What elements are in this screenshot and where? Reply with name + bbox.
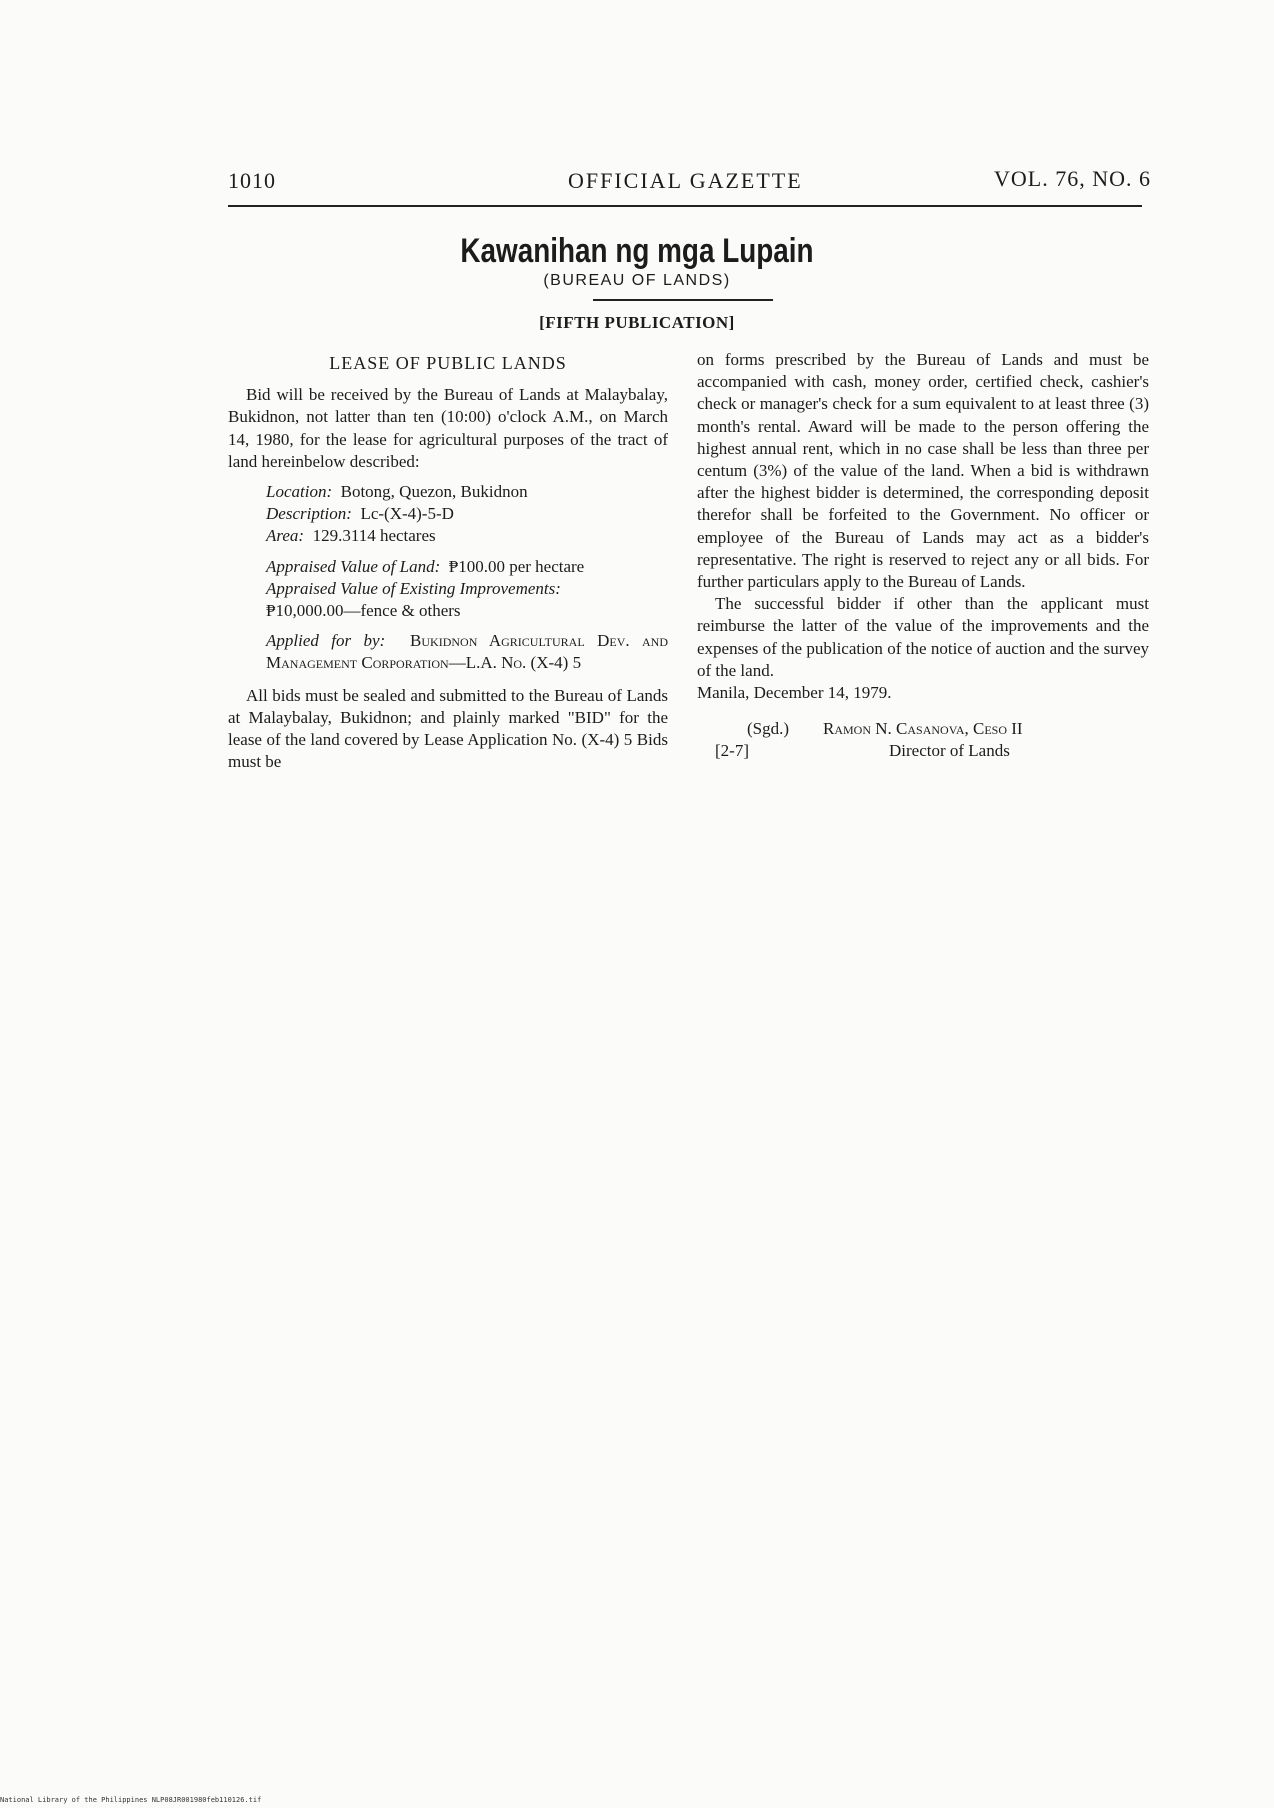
appraised-land-value: ₱100.00 per hectare bbox=[448, 556, 585, 576]
left-column bbox=[228, 352, 668, 773]
appraised-improvements-value: ₱10,000.00—fence & others bbox=[266, 601, 461, 621]
reimburse-paragraph: The successful bidder if other than the applicant must reimburse the latter of the value of the improvements and the expenses of the publication of the notice of auction and the survey of the land. bbox=[697, 594, 1149, 680]
section-rule bbox=[593, 299, 773, 301]
right-column bbox=[697, 349, 1149, 762]
scan-footer: National Library of the Philippines NLP08JR001980feb110126.tif bbox=[0, 1796, 262, 1804]
bids-paragraph: All bids must be sealed and submitted to the Bureau of Lands at Malaybalay, Bukidnon; and plainly marked "BID" for the lease of the land covered by Lease Application No. (X-4) 5 Bids must be bbox=[228, 685, 668, 772]
description-label: Description: bbox=[266, 504, 352, 524]
appraised-improvements-label: Appraised Value of Existing Improvements: bbox=[266, 578, 561, 598]
place-date: Manila, December 14, 1979. bbox=[697, 683, 892, 703]
applied-for-label: Applied for by: bbox=[266, 631, 386, 651]
intro-paragraph: Bid will be received by the Bureau of Lands at Malaybalay, Bukidnon, not latter than ten (10:00) o'clock A.M., on March 14, 1980, for the lease for agricultural purposes of the tract of land hereinbelow described: bbox=[228, 385, 668, 471]
location-value: Botong, Quezon, Bukidnon bbox=[340, 482, 528, 502]
agency-subtitle: (BUREAU OF LANDS) bbox=[543, 272, 731, 289]
signature-block bbox=[697, 718, 1149, 762]
description-value: Lc-(X-4)-5-D bbox=[360, 504, 454, 524]
applicant-spec bbox=[266, 630, 668, 674]
appraised-land-label: Appraised Value of Land: bbox=[266, 556, 441, 576]
signed-mark: (Sgd.) bbox=[747, 719, 790, 739]
volume-number: VOL. 76, NO. 6 bbox=[994, 166, 1151, 191]
notice-title: LEASE OF PUBLIC LANDS bbox=[329, 353, 567, 373]
page-number: 1010 bbox=[228, 168, 276, 193]
area-label: Area: bbox=[266, 526, 305, 546]
applicant-name: Bukidnon Agricultural Dev. and Management Corporation—L.A. No. (X-4) 5 bbox=[266, 631, 669, 673]
land-specs bbox=[266, 481, 668, 548]
continuation-paragraph: on forms prescribed by the Bureau of Lands and must be accompanied with cash, money order, certified check, cashier's check or manager's check for a sum equivalent to at least three (3) month's rental. Award will be made to the person offering the highest annual rent, which in no case shall be less than three per centum (3%) of the value of the land. When a bid is withdrawn after the highest bidder is determined, the corresponding deposit therefor shall be forfeited to the Government. No officer or employee of the Bureau of Lands may act as a bidder's representative. The right is reserved to reject any or all bids. For further particulars apply to the Bureau of Lands. bbox=[697, 350, 1149, 592]
signatory-title: Director of Lands bbox=[889, 741, 1010, 761]
header-rule bbox=[228, 205, 1142, 207]
agency-title: Kawanihan ng mga Lupain bbox=[460, 232, 814, 270]
area-value: 129.3114 hectares bbox=[312, 526, 436, 546]
signatory-name: Ramon N. Casanova, Ceso II bbox=[823, 719, 1023, 739]
location-label: Location: bbox=[266, 482, 333, 502]
publication-label: [FIFTH PUBLICATION] bbox=[539, 313, 735, 332]
reference-number: [2-7] bbox=[715, 741, 749, 761]
publication-title: OFFICIAL GAZETTE bbox=[568, 168, 803, 193]
appraisal-specs bbox=[266, 556, 668, 623]
